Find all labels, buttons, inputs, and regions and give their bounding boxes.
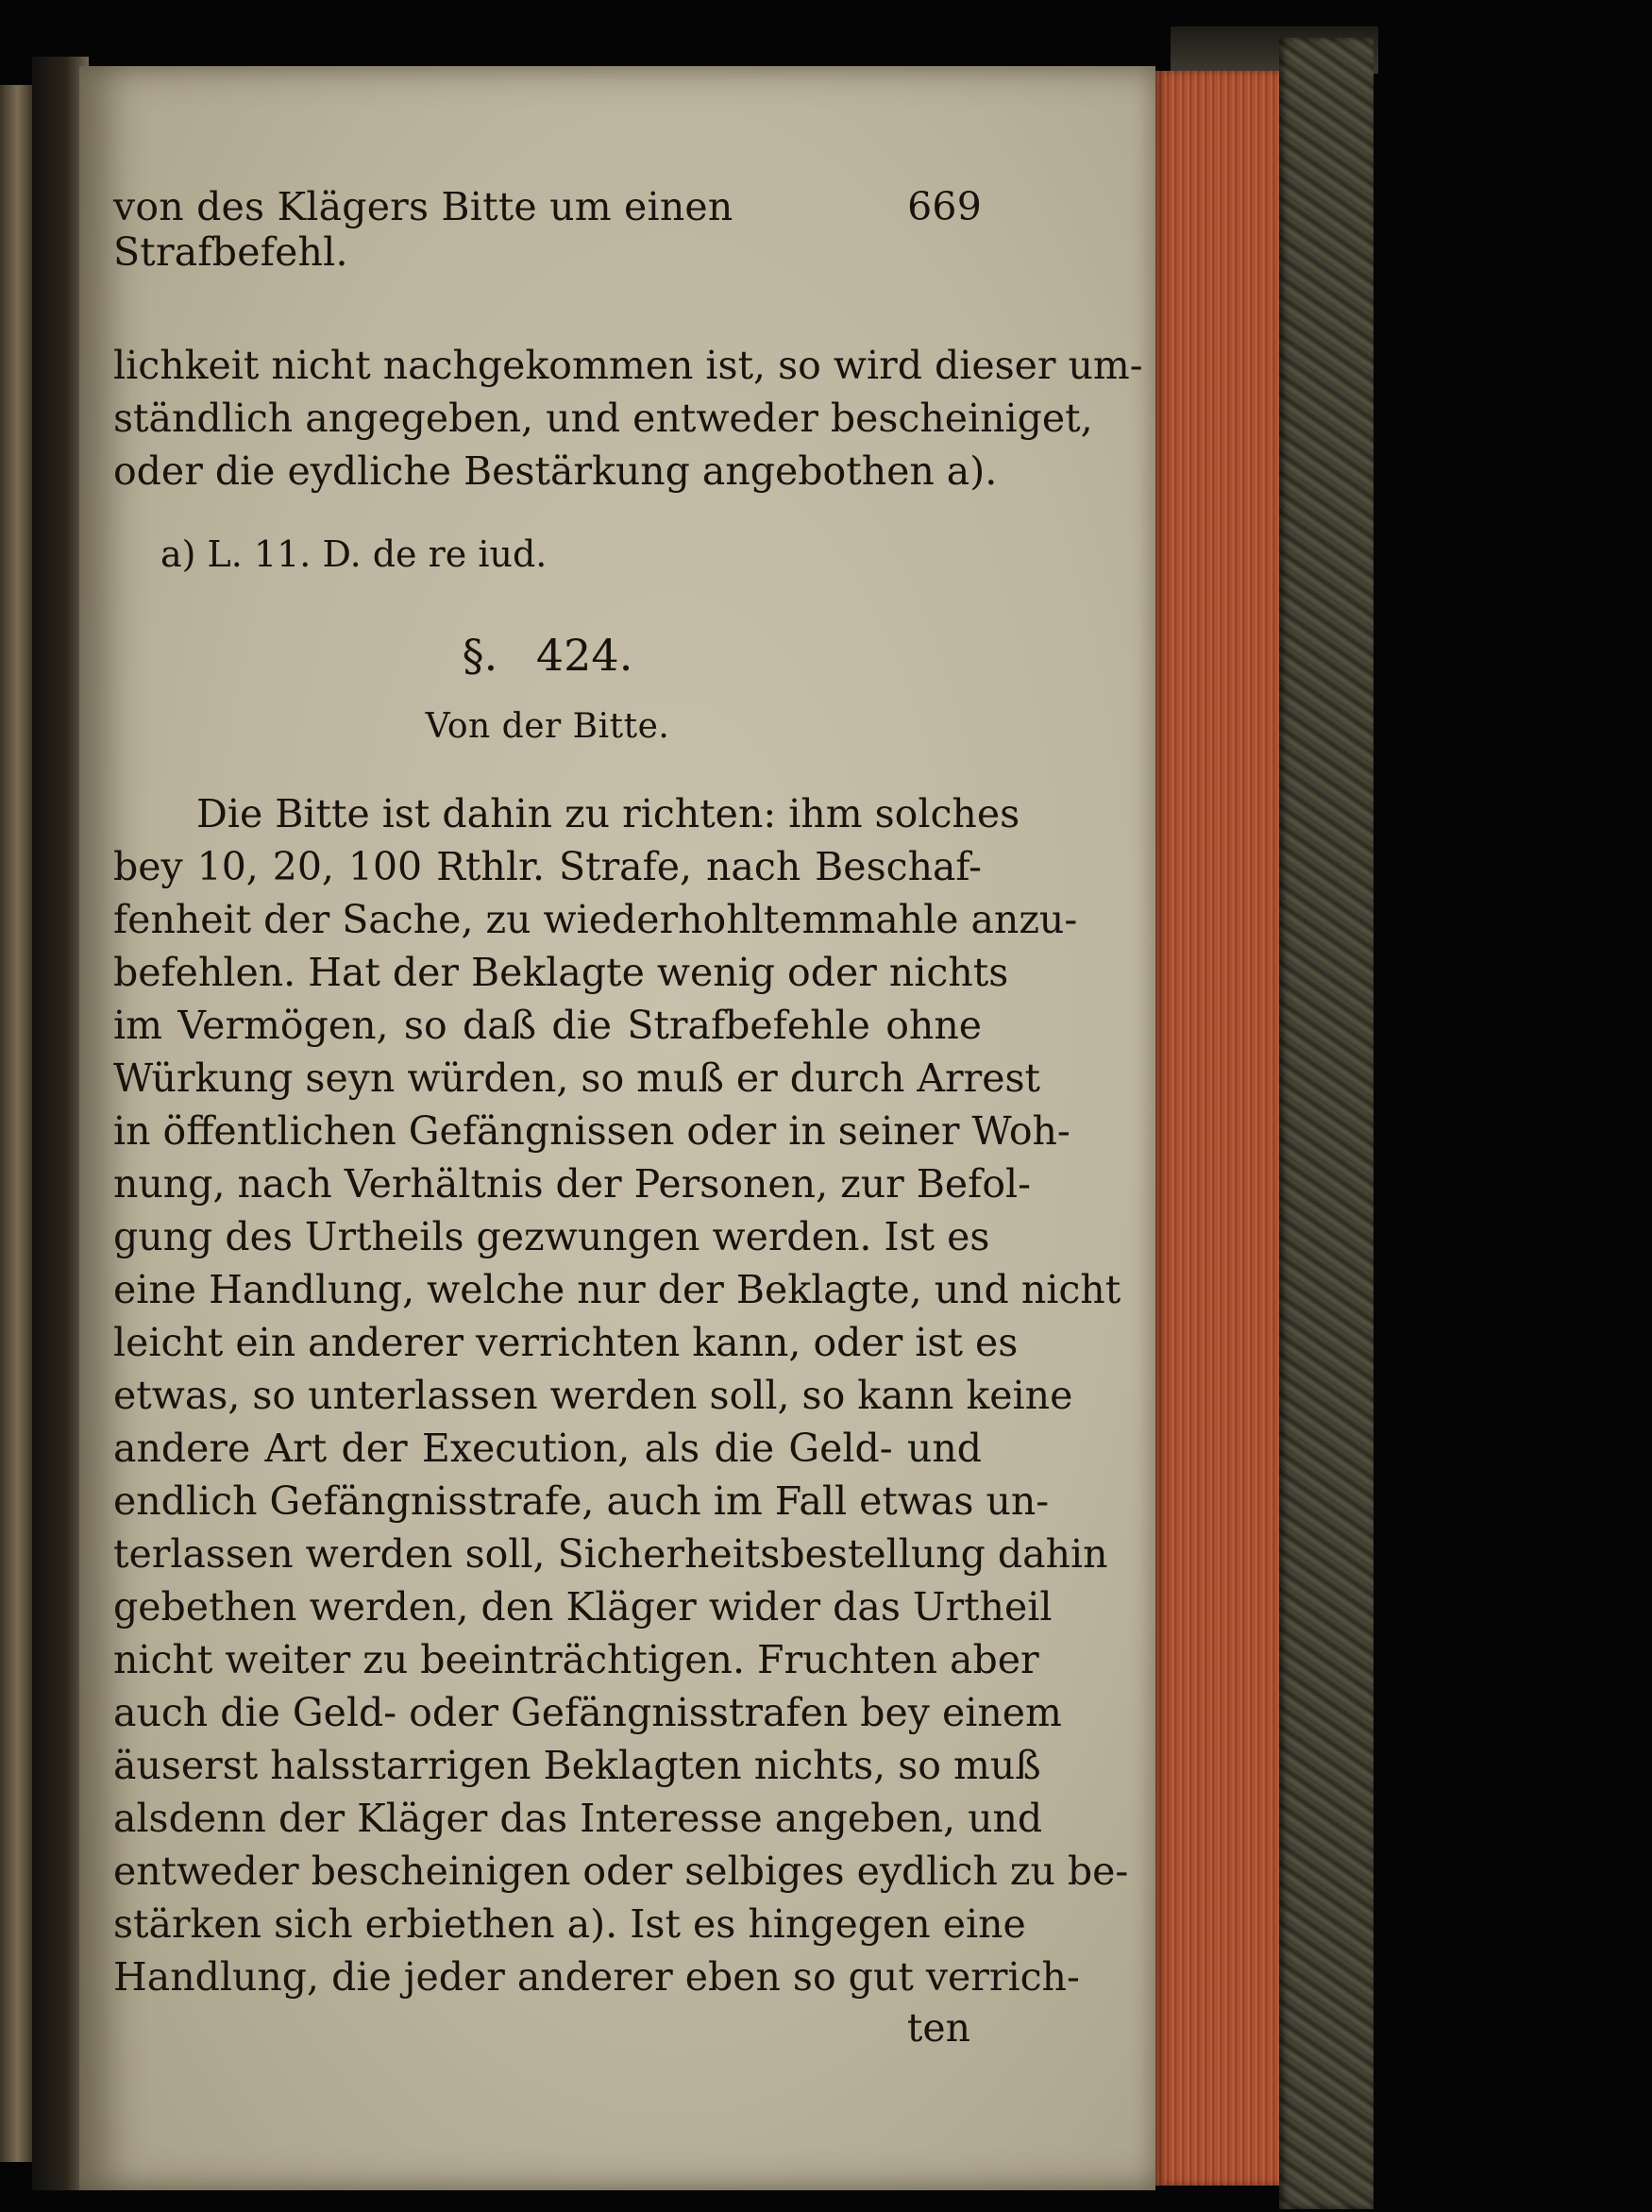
text-line: in öffentlichen Gefängnissen oder in seiner Woh- bbox=[113, 1108, 1070, 1154]
text-line: Würkung seyn würden, so muß er durch Arrest bbox=[113, 1055, 1040, 1101]
text-line: etwas, so unterlassen werden soll, so kann keine bbox=[113, 1373, 1073, 1418]
text-line: andere Art der Execution, als die Geld- und bbox=[113, 1426, 982, 1471]
text-line: gebethen werden, den Kläger wider das Urtheil bbox=[113, 1584, 1053, 1629]
page-number: 669 bbox=[907, 184, 982, 229]
section-title: Von der Bitte. bbox=[425, 707, 670, 746]
running-title: von des Klägers Bitte um einen Strafbefehl. bbox=[113, 184, 733, 275]
text-line: fenheit der Sache, zu wiederhohltemmahle anzu- bbox=[113, 897, 1078, 942]
section-number: §. 424. bbox=[462, 630, 633, 681]
text-line: lichkeit nicht nachgekommen ist, so wird dieser um- bbox=[113, 343, 1143, 388]
text-line: bey 10, 20, 100 Rthlr. Strafe, nach Beschaf- bbox=[113, 844, 982, 889]
text-line: äuserst halsstarrigen Beklagten nichts, so muß bbox=[113, 1743, 1041, 1788]
page-text bbox=[113, 184, 1143, 2051]
text-line: terlassen werden soll, Sicherheitsbestellung dahin bbox=[113, 1531, 1108, 1577]
text-line: eine Handlung, welche nur der Beklagte, und nicht bbox=[113, 1267, 1121, 1312]
text-line: im Vermögen, so daß die Strafbefehle ohne bbox=[113, 1003, 982, 1048]
text-line: entweder bescheinigen oder selbiges eydlich zu be- bbox=[113, 1849, 1129, 1894]
text-line: Handlung, die jeder anderer eben so gut verrich- bbox=[113, 1954, 1080, 2000]
intro-paragraph bbox=[113, 339, 1143, 498]
text-line: oder die eydliche Bestärkung angebothen a). bbox=[113, 448, 998, 494]
text-line: alsdenn der Kläger das Interesse angeben, und bbox=[113, 1796, 1043, 1841]
text-line: leicht ein anderer verrichten kann, oder ist es bbox=[113, 1320, 1019, 1365]
page-edges bbox=[1155, 71, 1283, 2186]
running-header bbox=[113, 184, 982, 275]
text-line: auch die Geld- oder Gefängnisstrafen bey einem bbox=[113, 1690, 1062, 1735]
main-paragraph bbox=[113, 787, 1129, 2003]
text-line: gung des Urtheils gezwungen werden. Ist es bbox=[113, 1214, 990, 1259]
text-line: stärken sich erbiethen a). Ist es hingegen eine bbox=[113, 1901, 1026, 1947]
text-line: Die Bitte ist dahin zu richten: ihm solches bbox=[196, 791, 1020, 836]
text-line: befehlen. Hat der Beklagte wenig oder nichts bbox=[113, 950, 1009, 995]
text-line: nung, nach Verhältnis der Personen, zur Befol- bbox=[113, 1161, 1031, 1207]
text-line: endlich Gefängnisstrafe, auch im Fall etwas un- bbox=[113, 1478, 1050, 1524]
marbled-cover-board bbox=[1279, 38, 1374, 2209]
footnote: a) L. 11. D. de re iud. bbox=[160, 533, 548, 575]
text-line: ständlich angegeben, und entweder bescheiniget, bbox=[113, 396, 1093, 441]
text-line: nicht weiter zu beeinträchtigen. Fruchten aber bbox=[113, 1637, 1039, 1682]
facing-page-edge bbox=[0, 85, 32, 2162]
catchword: ten bbox=[906, 2005, 970, 2051]
